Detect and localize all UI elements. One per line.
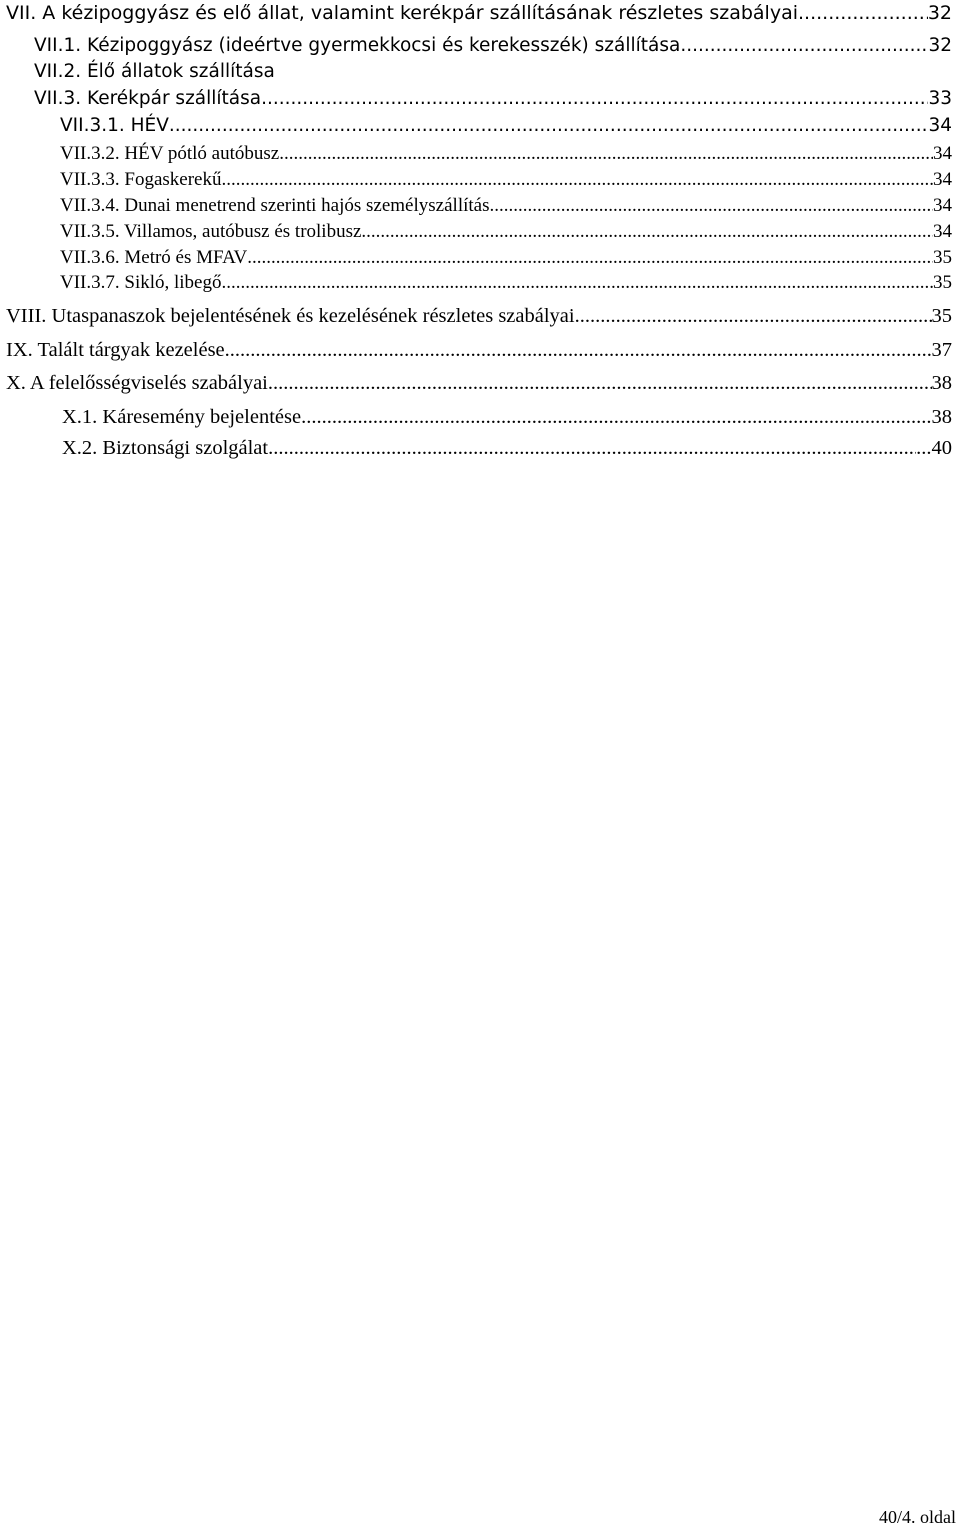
toc-entry (6, 340, 952, 361)
toc-leader-dots (575, 306, 932, 327)
toc-leader-dots (489, 196, 933, 215)
toc-entry-page: 35 (933, 272, 952, 293)
toc-entry-title: VIII. Utaspanaszok bejelentésének és kezelésének részletes szabályai (6, 305, 575, 327)
toc-leader-dots (261, 90, 928, 109)
toc-entry (60, 196, 952, 215)
toc-entry-title: VII.3.6. Metró és MFAV (60, 247, 248, 268)
toc-leader-dots (680, 37, 928, 56)
toc-entry-title: VII.3.2. HÉV pótló autóbusz (60, 143, 280, 164)
toc-entry (60, 273, 952, 292)
toc-entry-page: 34 (928, 115, 952, 136)
toc-leader-dots (169, 117, 929, 136)
toc-entry-title: VII.3.1. HÉV (60, 115, 169, 136)
toc-entry-page: ...40 (916, 437, 952, 459)
toc-entry (60, 144, 952, 163)
toc-entry-title: VII.1. Kézipoggyász (ideértve gyermekkocsi és kerekesszék) szállítása (34, 35, 681, 56)
toc-entry-page: 38 (931, 372, 952, 394)
toc-leader-dots (225, 340, 932, 361)
toc-leader-dots (221, 170, 933, 189)
toc-entry-title: VII.3.5. Villamos, autóbusz és trolibusz (60, 221, 362, 242)
toc-leader-dots (798, 4, 928, 23)
toc-entry (62, 438, 952, 459)
toc-entry (60, 117, 952, 136)
toc-entry-page: 38 (931, 406, 952, 428)
page-number: 40/4. oldal (879, 1507, 956, 1527)
toc-leader-dots (268, 438, 916, 459)
toc-entry (60, 170, 952, 189)
toc-entry-title: VII.3. Kerékpár szállítása (34, 88, 262, 109)
toc-leader-dots (222, 273, 934, 292)
toc-entry (62, 407, 952, 428)
toc-entry (34, 37, 952, 56)
toc-entry-title: IX. Talált tárgyak kezelése (6, 339, 225, 361)
toc-entry-title: VII. A kézipoggyász és elő állat, valamint kerékpár szállításának részletes szabályai (6, 2, 798, 24)
toc-entry-title: X. A felelősségviselés szabályai (6, 372, 268, 394)
toc-entry-page: 37 (931, 339, 952, 361)
toc-leader-dots (247, 248, 933, 267)
toc-leader-dots (301, 407, 931, 428)
toc-entry (34, 63, 275, 82)
toc-entry (60, 222, 952, 241)
toc-entry (6, 373, 952, 394)
toc-leader-dots (268, 373, 932, 394)
toc-entry-page: 32 (928, 35, 952, 56)
toc-entry (34, 90, 952, 109)
toc-entry-page: 35 (933, 247, 952, 268)
toc-entry (60, 248, 952, 267)
toc-leader-dots (361, 222, 933, 241)
toc-entry-page: 34 (933, 169, 952, 190)
toc-entry (6, 4, 952, 23)
toc-entry-title: VII.3.3. Fogaskerekű (60, 169, 222, 190)
toc-entry-title: VII.3.7. Sikló, libegő (60, 272, 222, 293)
toc-entry (6, 306, 952, 327)
toc-leader-dots (279, 144, 933, 163)
toc-entry-page: 34 (933, 143, 952, 164)
toc-entry-title: VII.3.4. Dunai menetrend szerinti hajós személyszállítás (60, 195, 490, 216)
toc-entry-page: 33 (928, 88, 952, 109)
toc-entry-title: X.1. Káresemény bejelentése (62, 406, 302, 428)
toc-entry-page: 32 (927, 2, 952, 24)
toc-entry-title: X.2. Biztonsági szolgálat (62, 437, 269, 459)
toc-entry-page: 34 (933, 221, 952, 242)
toc-entry-page: 35 (931, 305, 952, 327)
toc-entry-title: VII.2. Élő állatok szállítása (34, 61, 275, 82)
toc-entry-page: 34 (933, 195, 952, 216)
